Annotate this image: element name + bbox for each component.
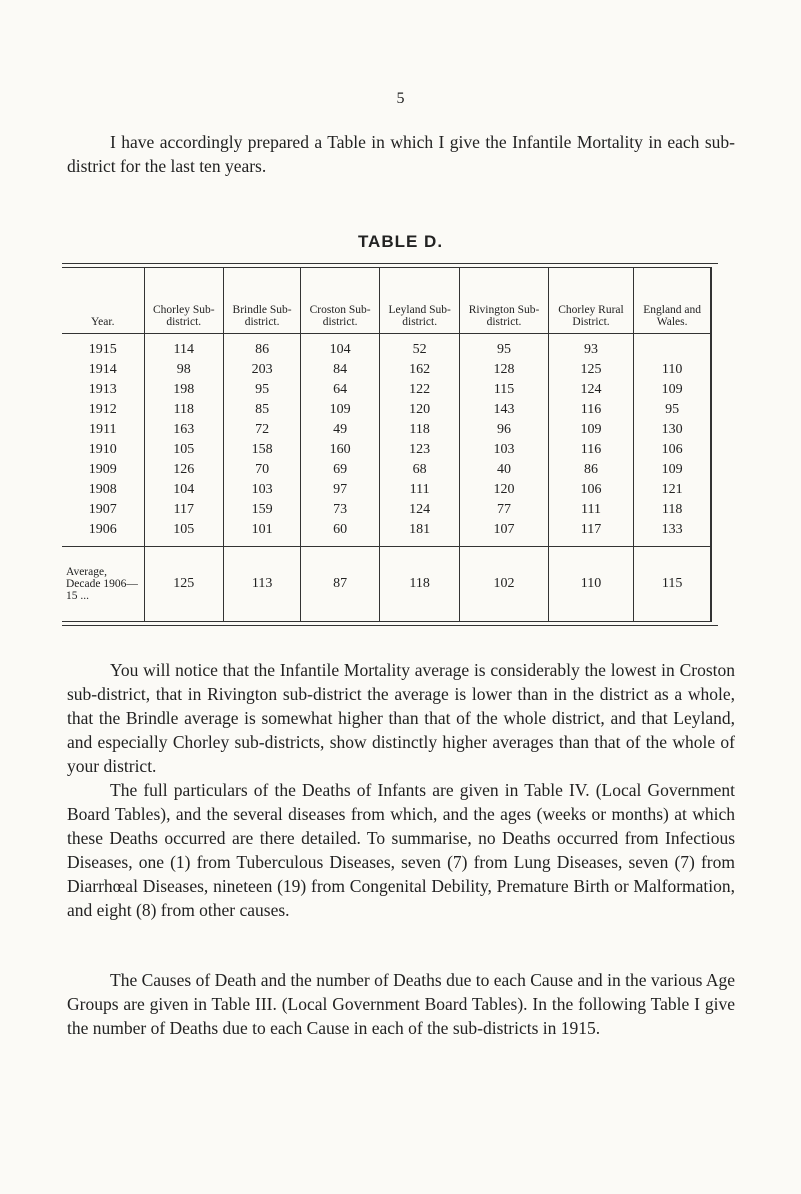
cell: 198 xyxy=(144,380,224,400)
cell: 96 xyxy=(460,420,549,440)
cell: 160 xyxy=(301,440,380,460)
cell: 203 xyxy=(224,360,301,380)
cell: 86 xyxy=(224,334,301,361)
full-particulars-paragraph xyxy=(67,778,735,922)
causes-text: The Causes of Death and the number of Deaths due to each Cause and in the various Age Groups are given in Table III. (Local Government Board Tables). In the following Table I give the number of Deaths due to each Cause in each of the sub-districts in 1915. xyxy=(67,970,735,1038)
table-row xyxy=(62,500,711,520)
cell: 109 xyxy=(661,382,683,397)
average-cell: 115 xyxy=(634,547,711,622)
cell: 104 xyxy=(144,480,224,500)
cell: 1914 xyxy=(62,360,144,380)
cell: 85 xyxy=(224,400,301,420)
intro-paragraph xyxy=(67,130,735,178)
cell: 120 xyxy=(460,480,549,500)
cell: 101 xyxy=(224,520,301,547)
cell: 104 xyxy=(301,334,380,361)
cell: 114 xyxy=(144,334,224,361)
cell: 120 xyxy=(380,400,460,420)
cell: 73 xyxy=(301,500,380,520)
cell: 1910 xyxy=(62,440,144,460)
cell: 70 xyxy=(224,460,301,480)
header-england-wales: England and Wales. xyxy=(634,268,711,334)
average-cell: 87 xyxy=(301,547,380,622)
cell: 95 xyxy=(665,402,680,417)
notice-text: You will notice that the Infantile Mortality average is considerably the lowest in Croston sub-district, that in Rivington sub-district the average is lower than in the district as a whole, that the Brindle average is somewhat higher than that of the whole district, and that Leyland, and especially Chorley sub-districts, show distinctly higher averages than that of the whole of your district. xyxy=(67,660,735,776)
cell: 1912 xyxy=(62,400,144,420)
cell: 95 xyxy=(224,380,301,400)
cell: 40 xyxy=(460,460,549,480)
header-year: Year. xyxy=(62,268,144,334)
intro-text: I have accordingly prepared a Table in which I give the Infantile Mortality in each sub-district for the last ten years. xyxy=(67,132,735,176)
cell: 60 xyxy=(301,520,380,547)
header-chorley-rural: Chorley Rural District. xyxy=(548,268,634,334)
cell: 1907 xyxy=(62,500,144,520)
cell: 115 xyxy=(460,380,549,400)
cell: 133 xyxy=(661,522,683,537)
cell: 98 xyxy=(144,360,224,380)
cell: 106 xyxy=(661,442,683,457)
cell xyxy=(634,334,711,361)
table-row xyxy=(62,360,711,380)
table-row xyxy=(62,334,711,361)
cell: 109 xyxy=(661,462,683,477)
cell: 181 xyxy=(380,520,460,547)
infant-mortality-table xyxy=(62,267,712,622)
average-cell: 102 xyxy=(460,547,549,622)
average-cell: 110 xyxy=(548,547,634,622)
cell: 130 xyxy=(661,422,683,437)
average-label: Average, Decade 1906—15 ... xyxy=(62,547,144,622)
cell: 84 xyxy=(301,360,380,380)
table-title: TABLE D. xyxy=(357,232,444,251)
table-frame xyxy=(62,263,718,626)
header-brindle: Brindle Sub-district. xyxy=(224,268,301,334)
average-cell: 125 xyxy=(144,547,224,622)
cell: 163 xyxy=(144,420,224,440)
table-row xyxy=(62,520,711,547)
cell: 52 xyxy=(380,334,460,361)
cell: 1908 xyxy=(62,480,144,500)
page-number: 5 xyxy=(396,90,405,107)
cell: 121 xyxy=(661,482,683,497)
header-chorley: Chorley Sub-district. xyxy=(144,268,224,334)
cell: 111 xyxy=(548,500,634,520)
cell: 106 xyxy=(548,480,634,500)
cell: 105 xyxy=(144,520,224,547)
cell: 86 xyxy=(548,460,634,480)
average-cell: 118 xyxy=(380,547,460,622)
cell: 125 xyxy=(548,360,634,380)
cell: 159 xyxy=(224,500,301,520)
cell: 123 xyxy=(380,440,460,460)
cell: 1915 xyxy=(62,334,144,361)
cell: 97 xyxy=(301,480,380,500)
header-croston: Croston Sub-district. xyxy=(301,268,380,334)
cell: 93 xyxy=(548,334,634,361)
causes-paragraph xyxy=(67,968,735,1040)
cell: 143 xyxy=(460,400,549,420)
cell: 103 xyxy=(224,480,301,500)
table-row xyxy=(62,460,711,480)
full-particulars-text: The full particulars of the Deaths of Infants are given in Table IV. (Local Government Board Tables), and the several diseases from which, and the ages (weeks or months) at which these Deaths occurred are there detailed. To summarise, no Deaths occurred from Infectious Diseases, one (1) from Tuberculous Diseases, seven (7) from Lung Diseases, seven (7) from Diarrhœal Diseases, nineteen (19) from Congenital Debility, Premature Birth or Malformation, and eight (8) from other causes. xyxy=(67,780,735,920)
cell: 107 xyxy=(460,520,549,547)
table-row xyxy=(62,380,711,400)
cell: 126 xyxy=(144,460,224,480)
cell: 72 xyxy=(224,420,301,440)
cell: 158 xyxy=(224,440,301,460)
table-row xyxy=(62,420,711,440)
cell: 110 xyxy=(661,362,683,377)
table-row xyxy=(62,480,711,500)
cell: 122 xyxy=(380,380,460,400)
cell: 1911 xyxy=(62,420,144,440)
average-row xyxy=(62,547,711,622)
header-rivington: Rivington Sub-district. xyxy=(460,268,549,334)
cell: 116 xyxy=(548,440,634,460)
cell: 117 xyxy=(144,500,224,520)
cell: 109 xyxy=(548,420,634,440)
cell: 118 xyxy=(144,400,224,420)
cell: 109 xyxy=(301,400,380,420)
cell: 95 xyxy=(460,334,549,361)
notice-paragraph xyxy=(67,658,735,778)
cell: 124 xyxy=(380,500,460,520)
cell: 69 xyxy=(301,460,380,480)
cell: 118 xyxy=(380,420,460,440)
cell: 128 xyxy=(460,360,549,380)
cell: 111 xyxy=(380,480,460,500)
cell: 116 xyxy=(548,400,634,420)
table-row xyxy=(62,400,711,420)
cell: 105 xyxy=(144,440,224,460)
cell: 49 xyxy=(301,420,380,440)
cell: 124 xyxy=(548,380,634,400)
cell: 1909 xyxy=(62,460,144,480)
average-cell: 113 xyxy=(224,547,301,622)
cell: 118 xyxy=(661,502,683,517)
cell: 1906 xyxy=(62,520,144,547)
cell: 68 xyxy=(380,460,460,480)
cell: 162 xyxy=(380,360,460,380)
cell: 77 xyxy=(460,500,549,520)
table-row xyxy=(62,440,711,460)
cell: 103 xyxy=(460,440,549,460)
table-header-row xyxy=(62,268,711,334)
cell: 64 xyxy=(301,380,380,400)
cell: 1913 xyxy=(62,380,144,400)
header-leyland: Leyland Sub-district. xyxy=(380,268,460,334)
cell: 117 xyxy=(548,520,634,547)
